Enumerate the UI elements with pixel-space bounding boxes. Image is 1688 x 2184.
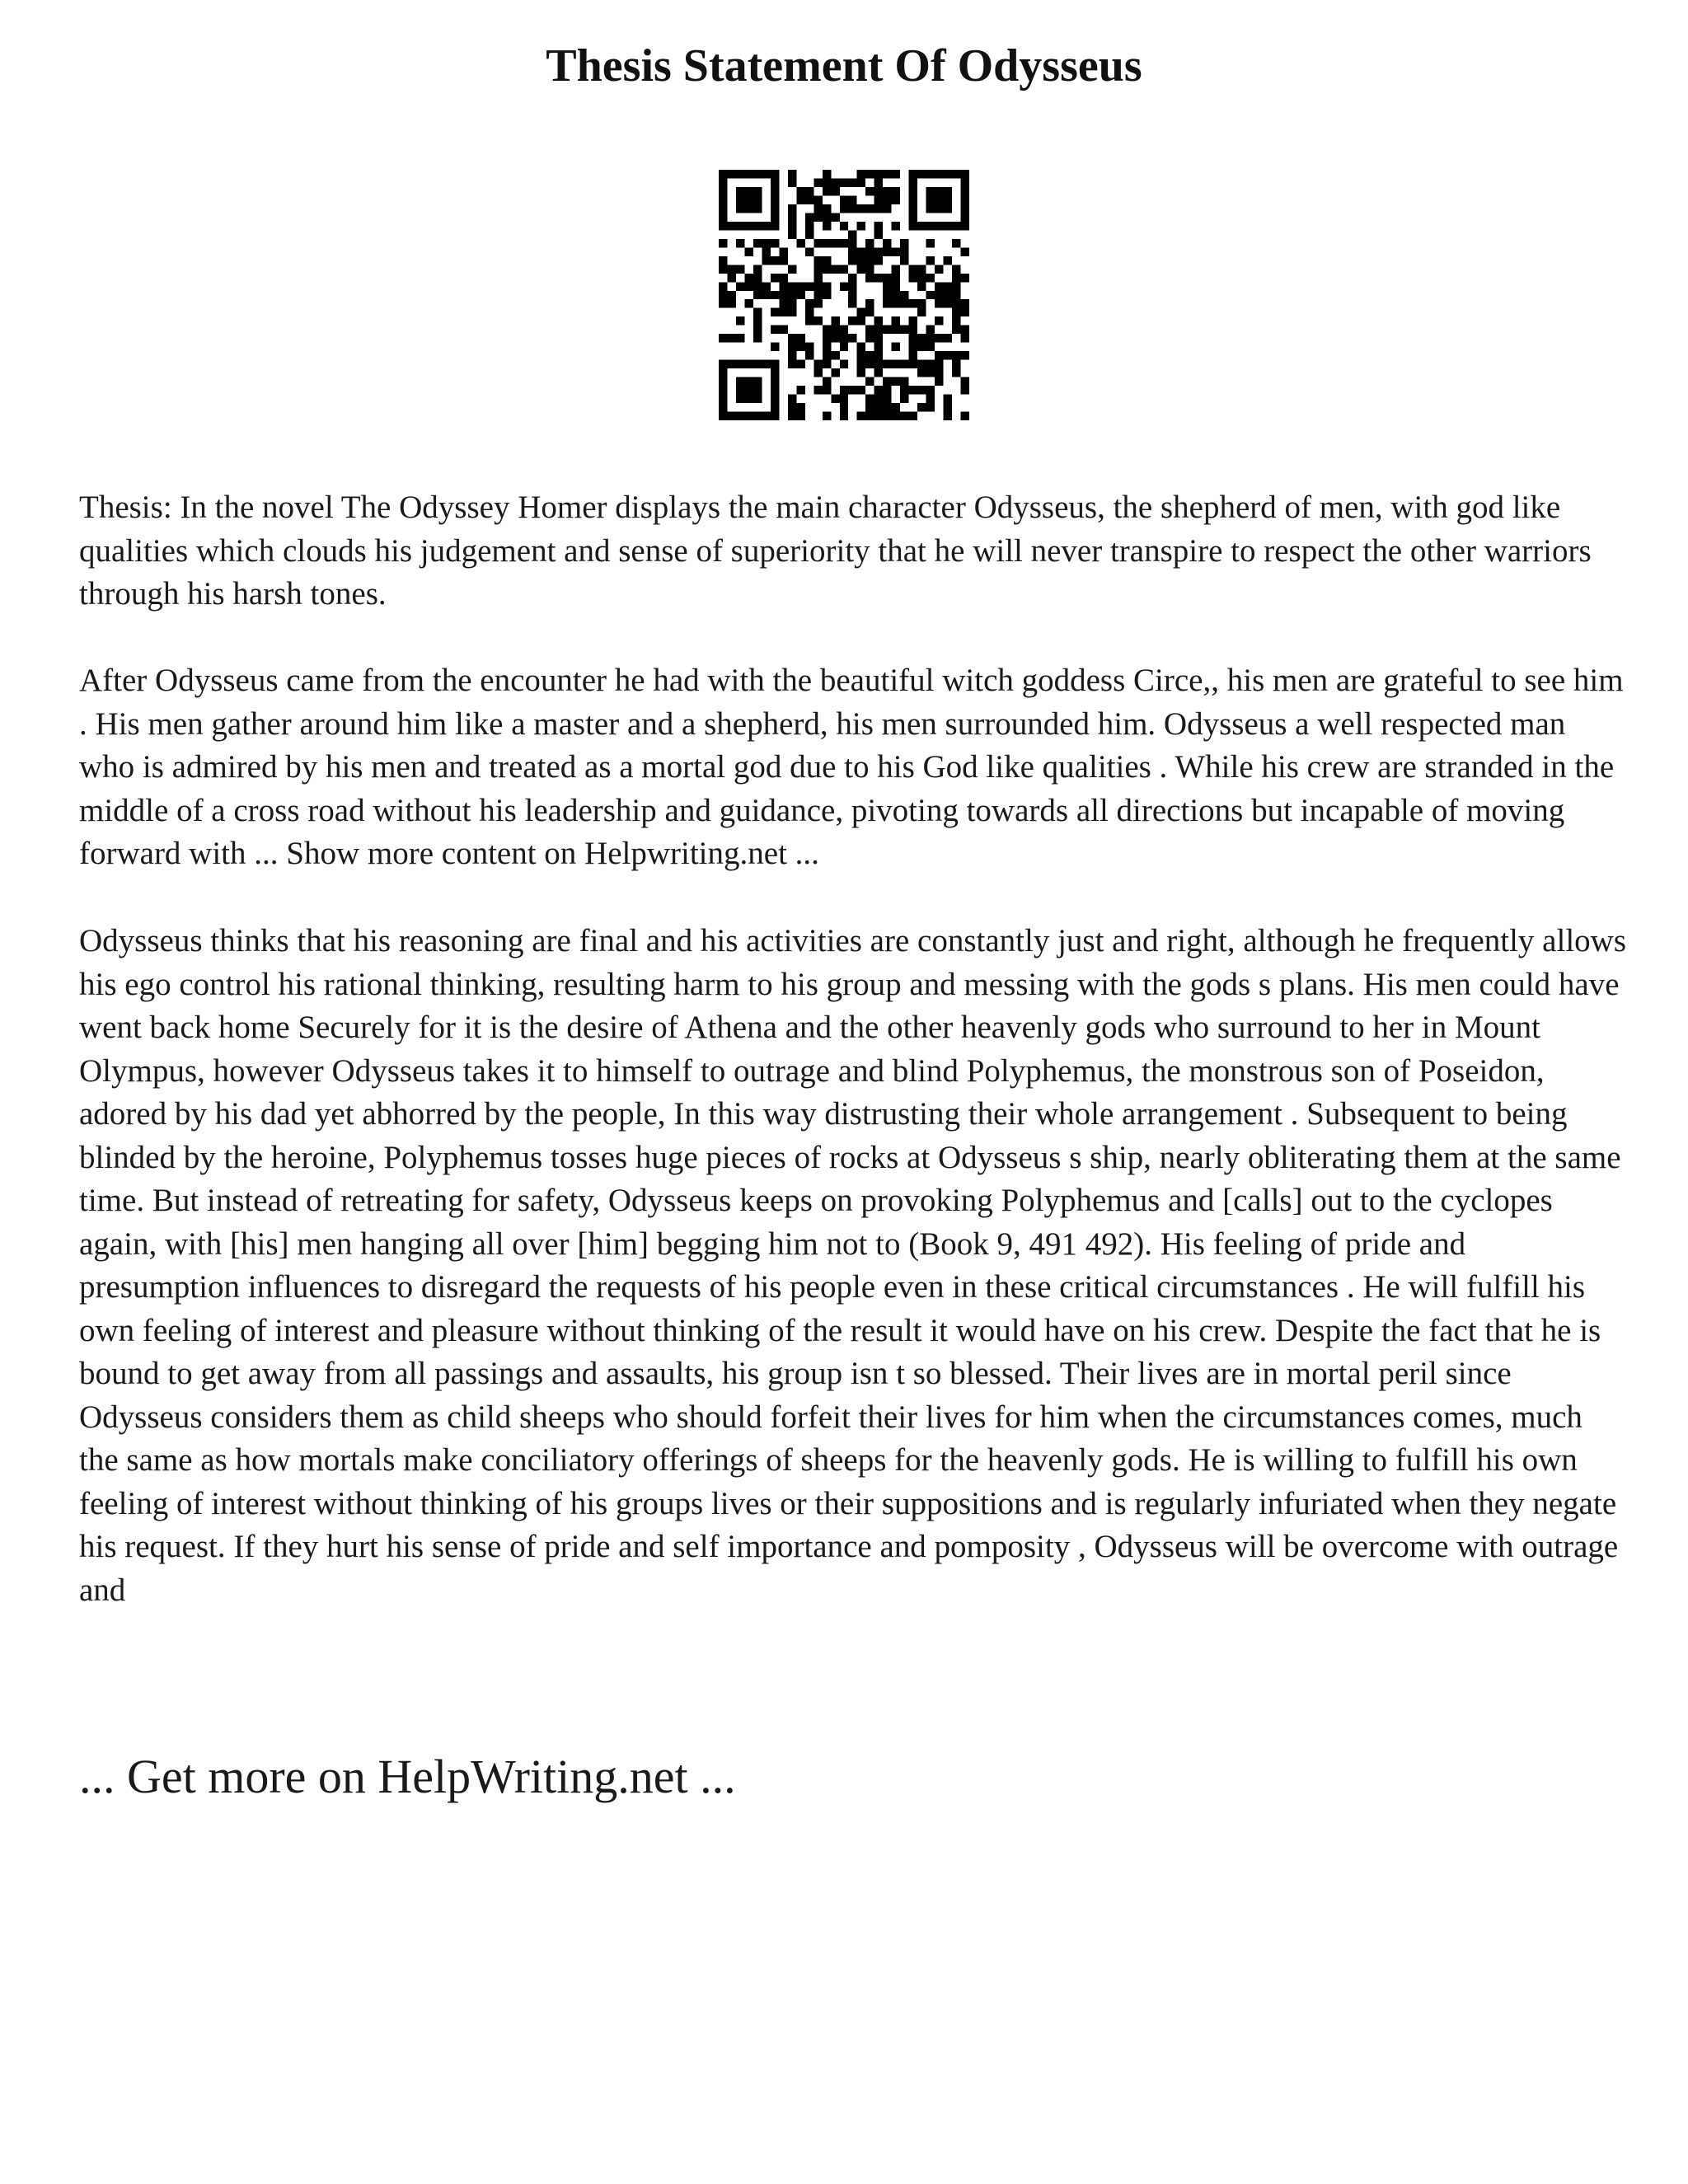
page-title: Thesis Statement Of Odysseus [546,40,1142,91]
thesis-paragraph: Thesis: In the novel The Odyssey Homer displays the main character Odysseus, the shepherd of men, with god like qualities which clouds his judgement and sense of superiority that he will never transpire to respect the other warriors through his harsh tones. [79,490,1592,612]
circe-paragraph: After Odysseus came from the encounter he had with the beautiful witch goddess Circe,, his men are grateful to see him . His men gather around him like a master and a shepherd, his men surrounded him. Odysseus a well respected man who is admired by his men and treated as a mortal god due to his God like qualities . While his crew are stranded in the middle of a cross road without his leadership and guidance, pivoting towards all directions but incapable of moving forward with ... Show more content on Helpwriting.net ... [79,663,1624,871]
qr-code-icon [719,170,969,420]
get-more-link[interactable]: ... Get more on HelpWriting.net ... [79,1750,736,1803]
pride-paragraph: Odysseus thinks that his reasoning are final and his activities are constantly just and right, although he frequently allows his ego control his rational thinking, resulting harm to his group and messing with the gods s plans. His men could have went back home Securely for it is the desire of Athena and the other heavenly gods who surround to her in Mount Olympus, however Odysseus takes it to himself to outrage and blind Polyphemus, the monstrous son of Poseidon, adored by his dad yet abhorred by the people, In this way distrusting their whole arrangement . Subsequent to being blinded by the heroine, Polyphemus tosses huge pieces of rocks at Odysseus s ship, nearly obliterating them at the same time. But instead of retreating for safety, Odysseus keeps on provoking Polyphemus and [calls] out to the cyclopes again, with [his] men hanging all over [him] begging him not to (Book 9, 491 492). His feeling of pride and presumption influences to disregard the requests of his people even in these critical circumstances . He will fulfill his own feeling of interest and pleasure without thinking of the result it would have on his crew. Despite the fact that he is bound to get away from all passings and assaults, his group isn t so blessed. Their lives are in mortal peril since Odysseus considers them as child sheeps who should forfeit their lives for him when the circumstances comes, much the same as how mortals make conciliatory offerings of sheeps for the heavenly gods. He is willing to fulfill his own feeling of interest without thinking of his groups lives or their suppositions and is regularly infuriated when they negate his request. If they hurt his sense of pride and self importance and pomposity , Odysseus will be overcome with outrage and [79,923,1627,1608]
